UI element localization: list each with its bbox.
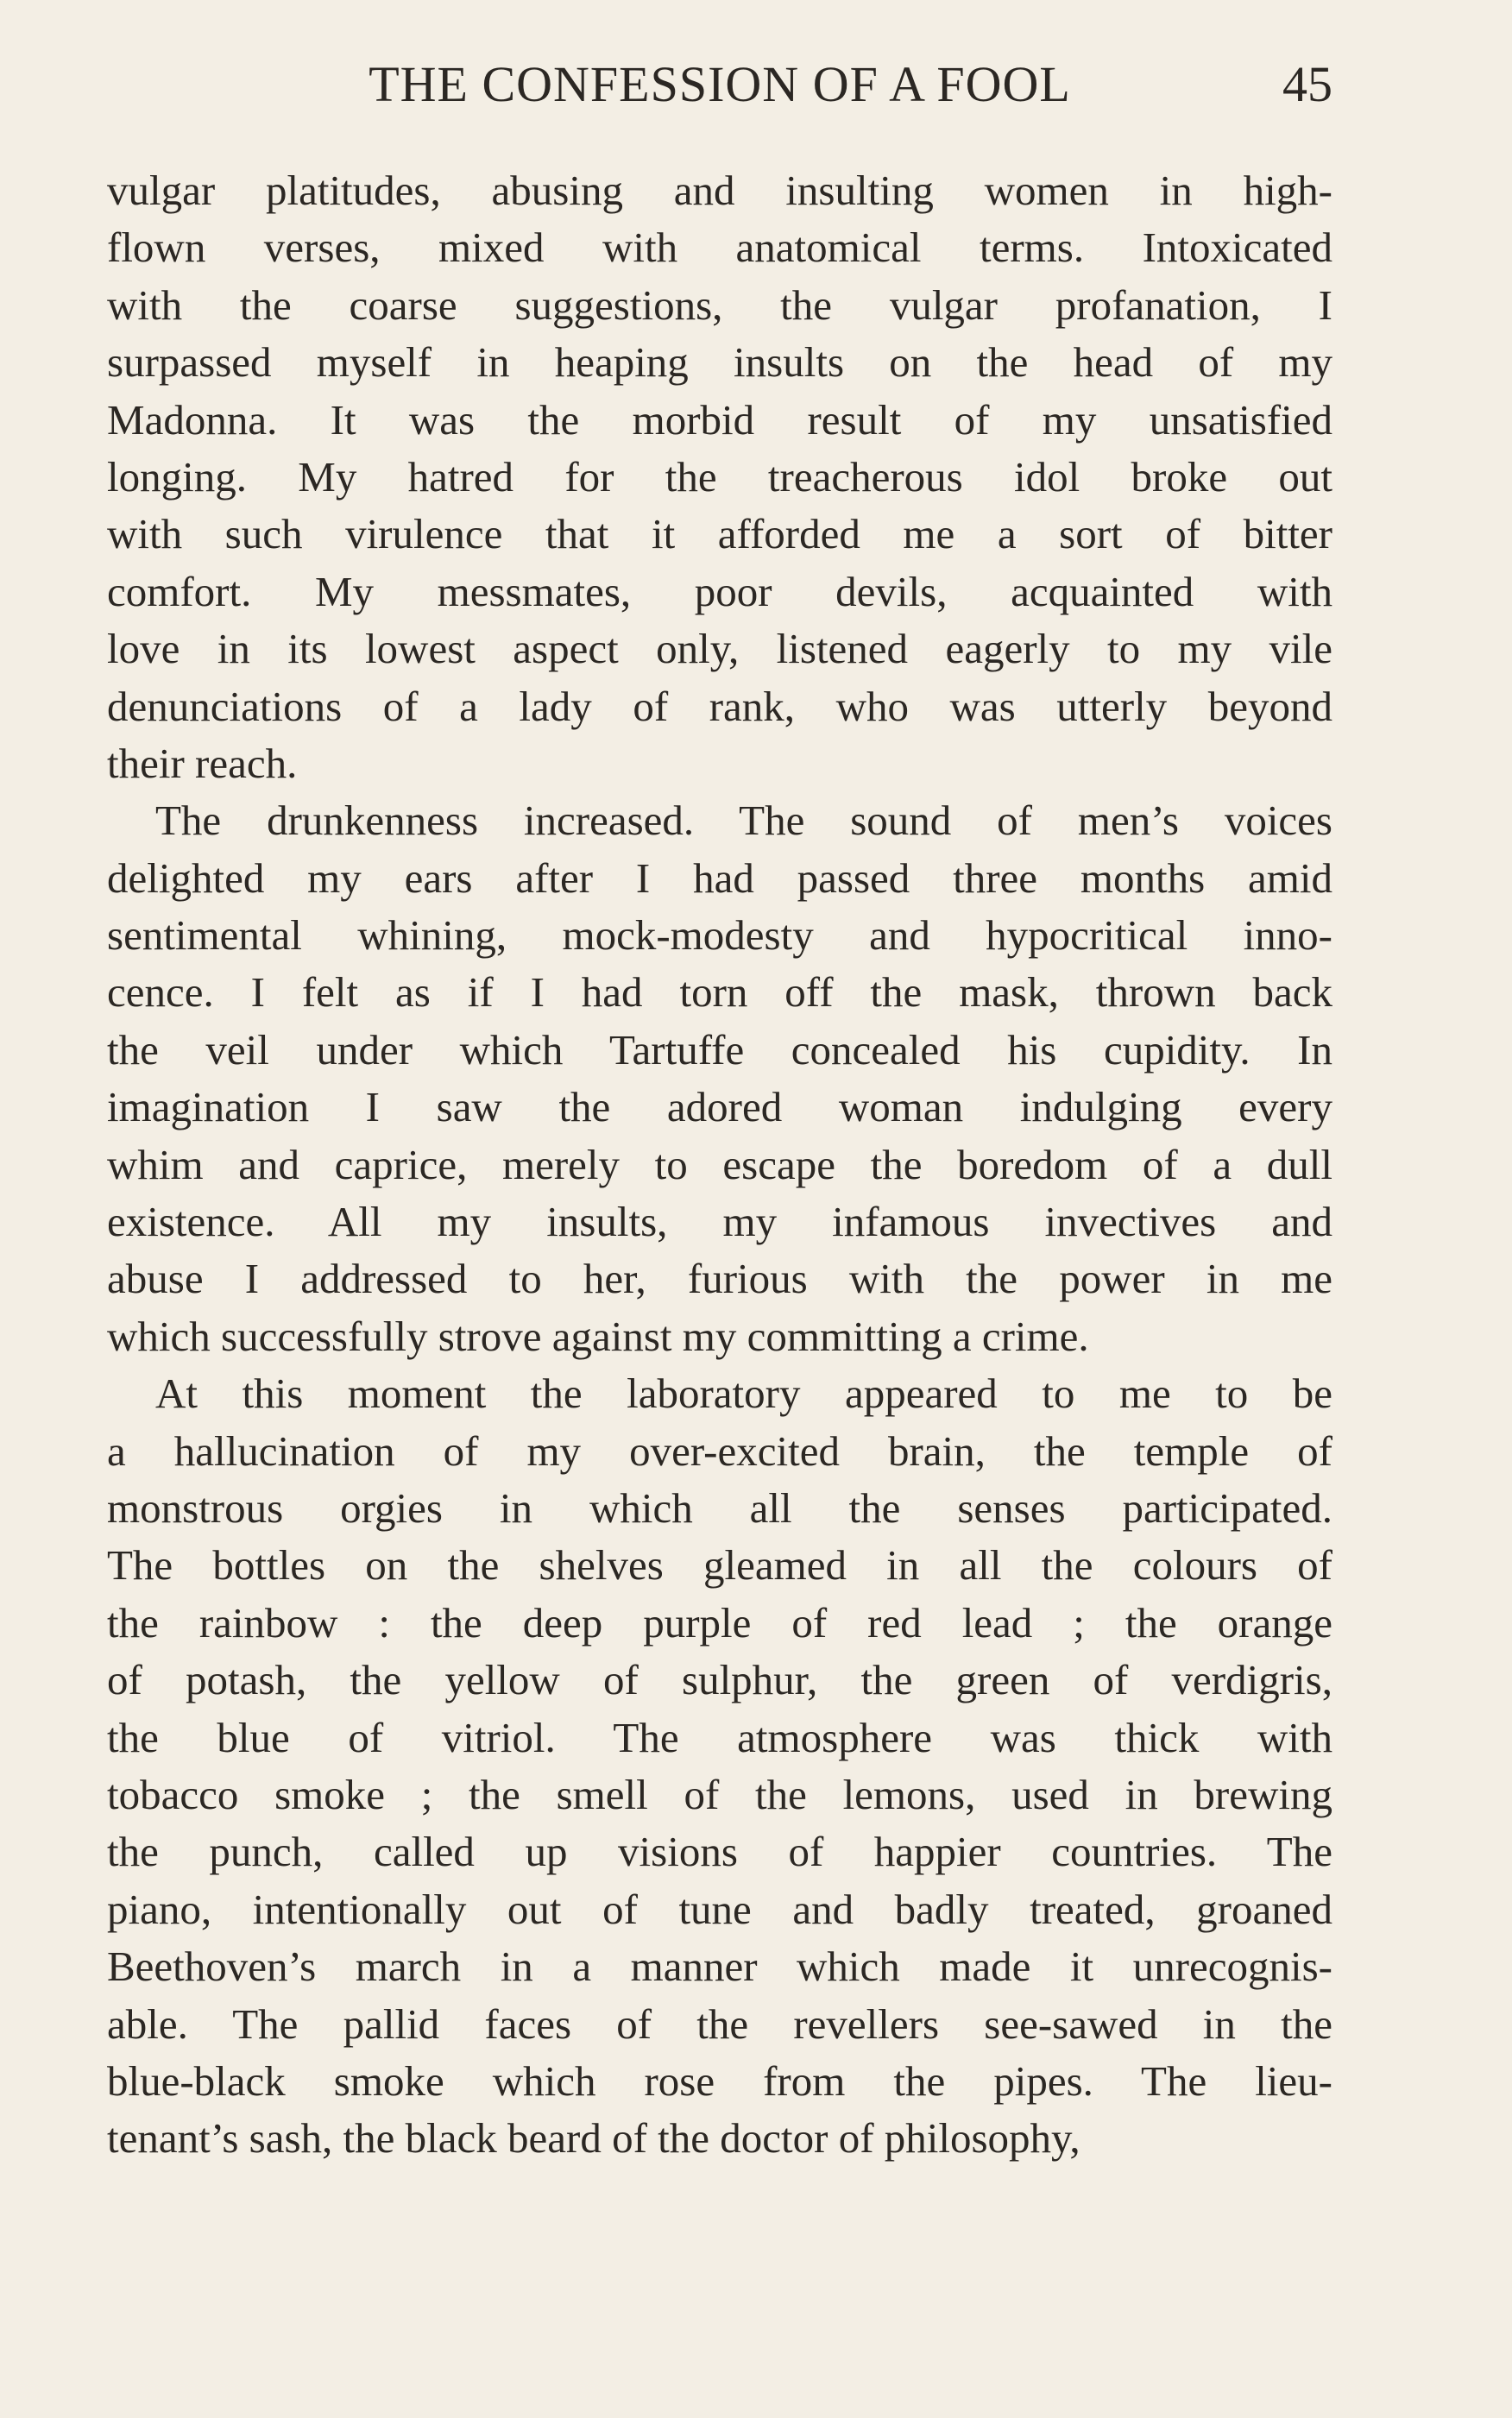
- text-line: surpassed myself in heaping insults on the head of my: [107, 338, 1332, 387]
- text-line: which successfully strove against my committing a crime.: [107, 1312, 1089, 1360]
- text-line: Madonna. It was the morbid result of my unsatisfied: [107, 395, 1332, 444]
- text-line: the rainbow : the deep purple of red lead ; the orange: [107, 1598, 1332, 1647]
- text-line: the punch, called up visions of happier countries. The: [107, 1828, 1332, 1876]
- running-title: THE CONFESSION OF A FOOL: [369, 56, 1071, 112]
- text-line: with such virulence that it afforded me a sort of bitter: [107, 510, 1332, 558]
- text-line: the blue of vitriol. The atmosphere was thick with: [107, 1713, 1332, 1761]
- text-line: monstrous orgies in which all the senses participated.: [107, 1483, 1332, 1532]
- paragraph: [107, 792, 1332, 1365]
- text-line: flown verses, mixed with anatomical terms. Intoxicated: [107, 224, 1332, 272]
- text-line: At this moment the laboratory appeared to me to be: [155, 1370, 1332, 1418]
- paragraph: [107, 162, 1332, 792]
- text-line: love in its lowest aspect only, listened eagerly to my vile: [107, 625, 1332, 673]
- text-line: a hallucination of my over-excited brain, the temple of: [107, 1426, 1332, 1475]
- text-line: abuse I addressed to her, furious with the power in me: [107, 1255, 1332, 1303]
- text-line: The drunkenness increased. The sound of men’s voices: [155, 797, 1332, 845]
- text-line: piano, intentionally out of tune and badly treated, groaned: [107, 1885, 1332, 1933]
- text-line: vulgar platitudes, abusing and insulting women in high-: [107, 167, 1332, 214]
- text-line: tobacco smoke ; the smell of the lemons, used in brewing: [107, 1770, 1332, 1818]
- text-line: imagination I saw the adored woman indulging every: [107, 1083, 1332, 1131]
- text-line: with the coarse suggestions, the vulgar profanation, I: [107, 280, 1332, 329]
- text-line: longing. My hatred for the treacherous idol broke out: [107, 452, 1332, 501]
- text-line: tenant’s sash, the black beard of the doctor of philosophy,: [107, 2114, 1080, 2163]
- running-head: [107, 56, 1332, 112]
- text-line: delighted my ears after I had passed three months amid: [107, 853, 1332, 902]
- text-line: the veil under which Tartuffe concealed his cupidity. In: [107, 1025, 1332, 1074]
- text-line: blue-black smoke which rose from the pipes. The lieu-: [107, 2056, 1332, 2105]
- body-text: [107, 162, 1332, 2168]
- paragraph: [107, 1365, 1332, 2167]
- text-line: able. The pallid faces of the revellers see-sawed in the: [107, 1999, 1332, 2048]
- text-line: existence. All my insults, my infamous invectives and: [107, 1198, 1332, 1246]
- page-number: 45: [1282, 56, 1332, 112]
- text-line: The bottles on the shelves gleamed in all the colours of: [107, 1541, 1332, 1590]
- text-line: sentimental whining, mock-modesty and hypocritical inno-: [107, 911, 1332, 960]
- text-line: comfort. My messmates, poor devils, acquainted with: [107, 567, 1332, 615]
- text-line: of potash, the yellow of sulphur, the green of verdigris,: [107, 1656, 1332, 1704]
- text-line: whim and caprice, merely to escape the boredom of a dull: [107, 1140, 1332, 1188]
- text-line: Beethoven’s march in a manner which made it unrecognis-: [107, 1943, 1332, 1991]
- text-line: denunciations of a lady of rank, who was utterly beyond: [107, 682, 1332, 730]
- text-line: cence. I felt as if I had torn off the mask, thrown back: [107, 968, 1332, 1017]
- text-line: their reach.: [107, 739, 298, 787]
